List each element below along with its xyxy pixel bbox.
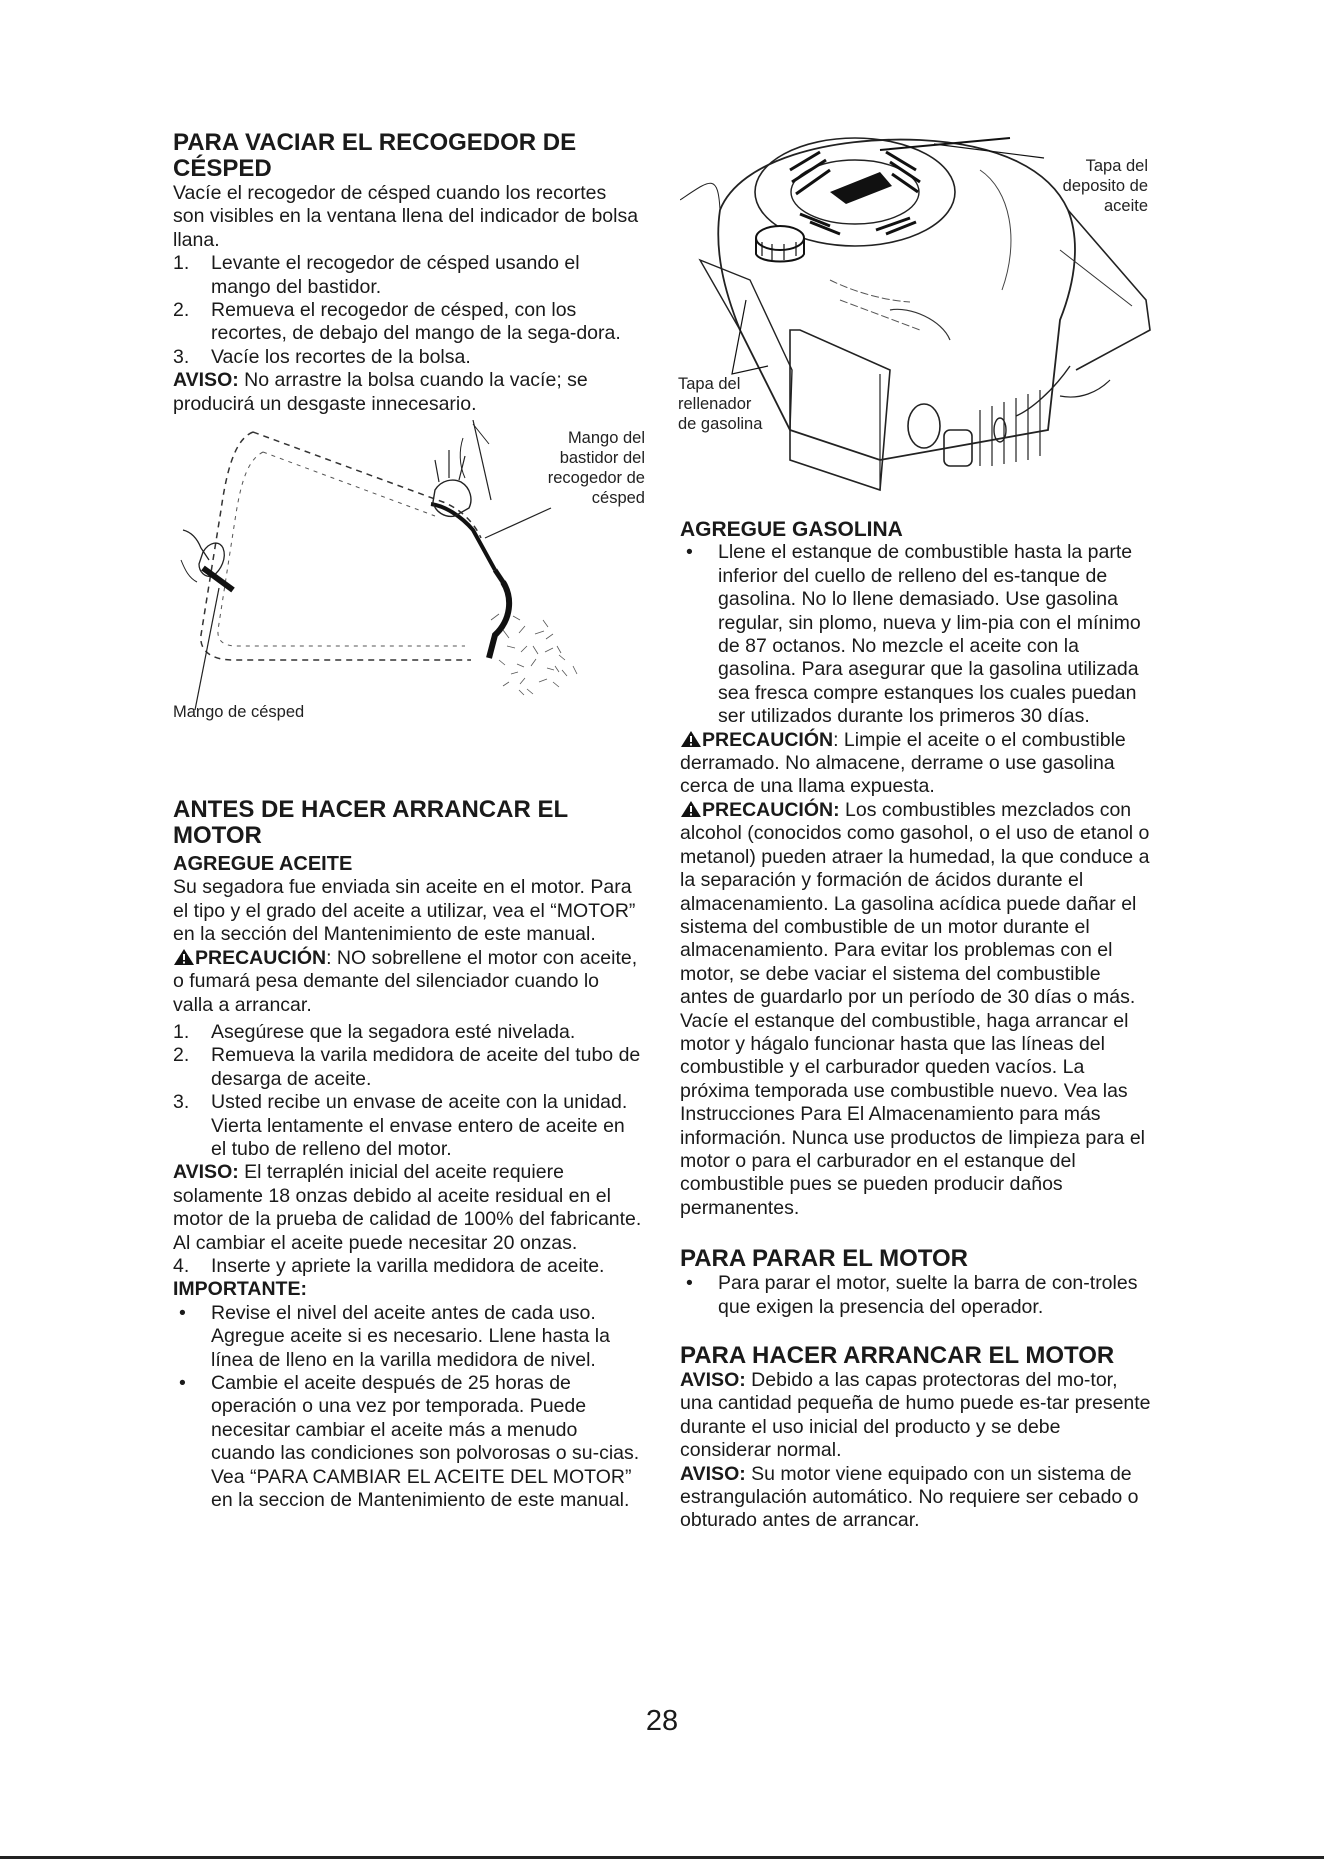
list-item: • Revise el nivel del aceite antes de cada uso. Agregue aceite si es necesario. Llene hasta la línea de lleno en la varilla medidora de nivel.: [179, 1301, 610, 1371]
subsection-title-add-oil: AGREGUE ACEITE: [173, 853, 353, 876]
section-title-add-gas: AGREGUE GASOLINA: [680, 518, 903, 541]
important-label: IMPORTANTE:: [173, 1278, 307, 1301]
empty-bag-intro: Vacíe el recogedor de césped cuando los recortes son visibles en la ventana llena del indicador de bolsa llana.: [173, 182, 639, 251]
empty-bag-notice: AVISO: No arrastre la bolsa cuando la vacíe; se producirá un desgaste innecesario.: [173, 369, 588, 415]
oil-caution: PRECAUCIÓN: NO sobrellene el motor con aceite, o fumará pesa demante del silenciador cuando lo valla a arrancar.: [173, 946, 638, 1016]
left-column: [173, 130, 643, 1512]
section-title-empty-bag: PARA VACIAR EL RECOGEDOR DE CÉSPED: [173, 129, 577, 182]
list-item: 3. Vacíe los recortes de la bolsa.: [173, 345, 471, 368]
start-notice-2: AVISO: Su motor viene equipado con un sistema de estrangulación automático. No requiere ser cebado o obturado antes de arrancar.: [680, 1462, 1139, 1532]
list-item: • Para parar el motor, suelte la barra de con-troles que exigen la presencia del operador.: [686, 1272, 1138, 1318]
list-item: 3. Usted recibe un envase de aceite con la unidad. Vierta lentamente el envase entero de aceite en el tubo de relleno del motor.: [173, 1091, 628, 1160]
empty-bag-steps: [173, 252, 643, 369]
list-item: 4. Inserte y apriete la varilla medidora de aceite.: [173, 1254, 605, 1277]
gas-caution-2: PRECAUCIÓN: Los combustibles mezclados con alcohol (conocidos como gasohol, o el uso de etanol o metanol) pueden atraer la humedad, la que conduce a la separación y formación de ácidos durante el almacenamiento. La gasolina acídica puede dañar el sistema del combustible de un motor durante el almacenamiento. Para evitar los problemas con el motor, se debe vaciar el sistema del combustible antes de guardarlo por un período de 30 días o más. Vacíe el estanque del combustible, haga arrancar el motor y hágalo funcionar hasta que las líneas del combustible y el carburador queden vacíos. La próxima temporada use combustible nuevo. Vea las Instrucciones Para El Almacenamiento para más información. Nunca use productos de limpieza para el motor o para el carburador en el estanque del combustible pues se pueden producir daños permanentes.: [680, 798, 1150, 1219]
oil-notice: AVISO: El terraplén inicial del aceite requiere solamente 18 onzas debido al aceite residual en el motor de la prueba de calidad de 100% del fabricante. Al cambiar el aceite puede necesitar 20 onzas.: [173, 1161, 642, 1254]
bottom-rule: [0, 1856, 1324, 1859]
grass-catcher-figure: [173, 420, 653, 725]
grass-handle-label: Mango de césped: [173, 703, 305, 722]
list-item: 1. Asegúrese que la segadora esté nivelada.: [173, 1020, 576, 1043]
list-item: 2. Remueva la varila medidora de aceite del tubo de desarga de aceite.: [173, 1044, 641, 1090]
stop-engine-bullets: [680, 1272, 1152, 1319]
list-item: • Cambie el aceite después de 25 horas de operación o una vez por temporada. Puede necesitar cambiar el aceite más a menudo cuando las condiciones son polvorosas o su-cias. Vea “PARA CAMBIAR EL ACEITE DEL MOTOR” en la seccion de Mantenimiento de este manual.: [179, 1372, 640, 1512]
fuel-cap-label: Tapa del rellenador de gasolina: [678, 375, 763, 433]
section-title-stop-engine: PARA PARAR EL MOTOR: [680, 1245, 969, 1273]
right-column: [680, 130, 1152, 1533]
add-oil-steps: [173, 1021, 643, 1161]
list-item: 1. Levante el recogedor de césped usando el mango del bastidor.: [173, 252, 580, 298]
frame-handle-label: Mango del bastidor del recogedor de césped: [547, 429, 645, 508]
important-bullets: [173, 1302, 643, 1513]
warning-icon: [680, 800, 702, 818]
warning-icon: [680, 730, 702, 748]
list-item: 2. Remueva el recogedor de césped, con los recortes, de debajo del mango de la sega-dora.: [173, 299, 621, 345]
page-number: 28: [645, 1705, 679, 1737]
oil-cap-label: Tapa del deposito de aceite: [1062, 157, 1148, 215]
list-item: • Llene el estanque de combustible hasta la parte inferior del cuello de relleno del es-tanque de gasolina. No lo llene demasiado. Use gasolina regular, sin plomo, nueva y lim-pia con el mínimo de 87 octanos. No mezcle el aceite con la gasolina. Para asegurar que la gasolina utilizada sea fresca compre estanques los cuales puedan ser utilizados durante los primeros 30 días.: [686, 541, 1141, 728]
engine-figure: [680, 130, 1160, 510]
add-oil-step-4: [173, 1255, 643, 1278]
section-title-before-start: ANTES DE HACER ARRANCAR EL MOTOR: [173, 796, 568, 850]
add-gas-bullets: [680, 541, 1152, 728]
warning-icon: [173, 948, 195, 966]
section-title-start-engine: PARA HACER ARRANCAR EL MOTOR: [680, 1342, 1115, 1369]
add-oil-paragraph: Su segadora fue enviada sin aceite en el motor. Para el tipo y el grado del aceite a utilizar, vea el “MOTOR” en la sección del Mantenimiento de este manual.: [173, 876, 636, 946]
start-notice-1: AVISO: Debido a las capas protectoras del mo-tor, una cantidad pequeña de humo puede es-tar presente durante el uso inicial del producto y se debe considerar normal.: [680, 1369, 1151, 1462]
gas-caution-1: PRECAUCIÓN: Limpie el aceite o el combustible derramado. No almacene, derrame o use gasolina cerca de una llama expuesta.: [680, 728, 1126, 798]
